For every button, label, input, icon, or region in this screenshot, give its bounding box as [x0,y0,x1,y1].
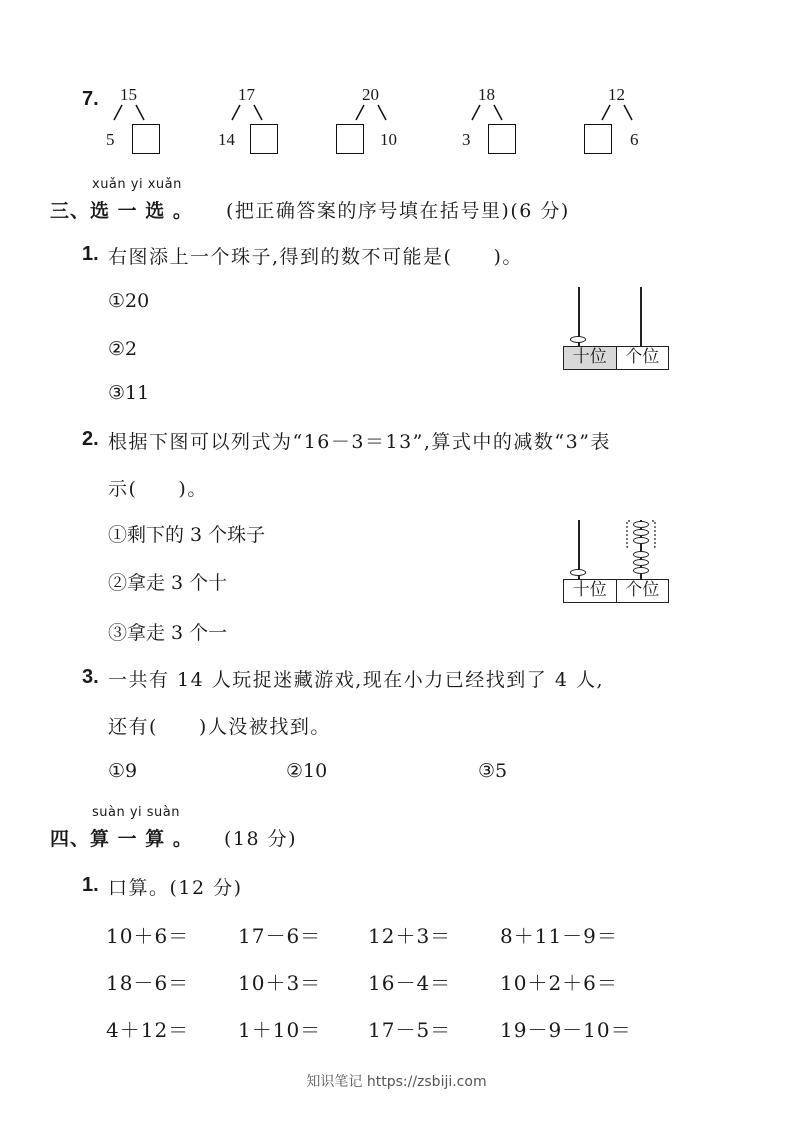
section-4-heading: 四、算 一 算 。 [50,828,193,850]
equation[interactable]: 10＋3＝ [238,971,322,995]
bead [570,569,586,576]
answer-box[interactable] [250,124,278,154]
decomp-part-right: 6 [630,130,639,149]
option-2[interactable]: ②10 [286,760,328,782]
equation[interactable]: 12＋3＝ [368,924,452,948]
decomp-part-right: 10 [380,130,397,149]
bead [633,559,649,566]
equation[interactable]: 10＋2＋6＝ [500,971,618,995]
answer-box[interactable] [488,124,516,154]
ones-place-label: 个位 [625,347,660,367]
removed-bead [633,521,649,528]
footer-watermark: 知识笔记 https://zsbiji.com [306,1074,487,1090]
option-1[interactable]: ①20 [108,290,150,312]
option-1[interactable]: ①9 [108,760,138,782]
bead [633,567,649,574]
option-3[interactable]: ③5 [478,760,508,782]
decomp-total: 17 [238,85,255,104]
section-3-instructions: (把正确答案的序号填在括号里)(6 分) [226,200,570,222]
decomp-branches [598,103,638,123]
removed-bead [633,537,649,544]
question-text: 口算。(12 分) [108,877,243,899]
question-7-number: 7. [82,88,99,110]
section-3-heading: 三、选 一 选 。 [50,200,193,222]
option-2[interactable]: ②2 [108,338,138,360]
decomp-part-left: 5 [106,130,115,149]
equation[interactable]: 18－6＝ [106,971,190,995]
equation[interactable]: 10＋6＝ [106,924,190,948]
section-4-points: (18 分) [224,828,298,850]
decomp-branches [228,103,268,123]
decomp-total: 15 [120,85,137,104]
equation[interactable]: 4＋12＝ [106,1018,190,1042]
tens-place-label: 十位 [564,580,617,602]
abacus-place-value-base [563,346,669,370]
section-4-pinyin: suàn yi suàn [92,805,181,820]
bead [570,336,586,343]
answer-box[interactable] [132,124,160,154]
equation[interactable]: 16－4＝ [368,971,452,995]
equation[interactable]: 1＋10＝ [238,1018,322,1042]
removed-bead [633,529,649,536]
tens-place-label: 十位 [564,347,617,369]
question-text-line-2: 示( )。 [108,478,208,500]
equation[interactable]: 8＋11－9＝ [500,924,618,948]
abacus-place-value-base [563,579,669,603]
answer-box[interactable] [336,124,364,154]
decomp-part-left: 3 [462,130,471,149]
equation[interactable]: 17－5＝ [368,1018,452,1042]
decomp-branches [352,103,392,123]
option-3[interactable]: ③11 [108,382,150,404]
decomp-total: 12 [608,85,625,104]
question-text-line-1: 一共有 14 人玩捉迷藏游戏,现在小力已经找到了 4 人, [108,669,605,691]
decomp-total: 20 [362,85,379,104]
decomp-total: 18 [478,85,495,104]
equation[interactable]: 19－9－10＝ [500,1018,632,1042]
question-text: 右图添上一个珠子,得到的数不可能是( )。 [108,246,523,268]
question-number: 1. [82,874,99,896]
option-3[interactable]: ③拿走 3 个一 [108,622,228,644]
bead [633,551,649,558]
question-number: 3. [82,666,99,688]
decomp-branches [468,103,508,123]
section-3-pinyin: xuǎn yi xuǎn [92,177,182,192]
question-number: 1. [82,243,99,265]
decomp-part-left: 14 [218,130,235,149]
question-text-line-1: 根据下图可以列式为“16－3＝13”,算式中的减数“3”表 [108,431,611,453]
question-text-line-2: 还有( )人没被找到。 [108,716,331,738]
question-number: 2. [82,428,99,450]
option-1[interactable]: ①剩下的 3 个珠子 [108,524,266,546]
equation[interactable]: 17－6＝ [238,924,322,948]
ones-rod [640,287,642,347]
decomp-branches [110,103,150,123]
answer-box[interactable] [584,124,612,154]
ones-place-label: 个位 [625,580,660,600]
option-2[interactable]: ②拿走 3 个十 [108,572,228,594]
